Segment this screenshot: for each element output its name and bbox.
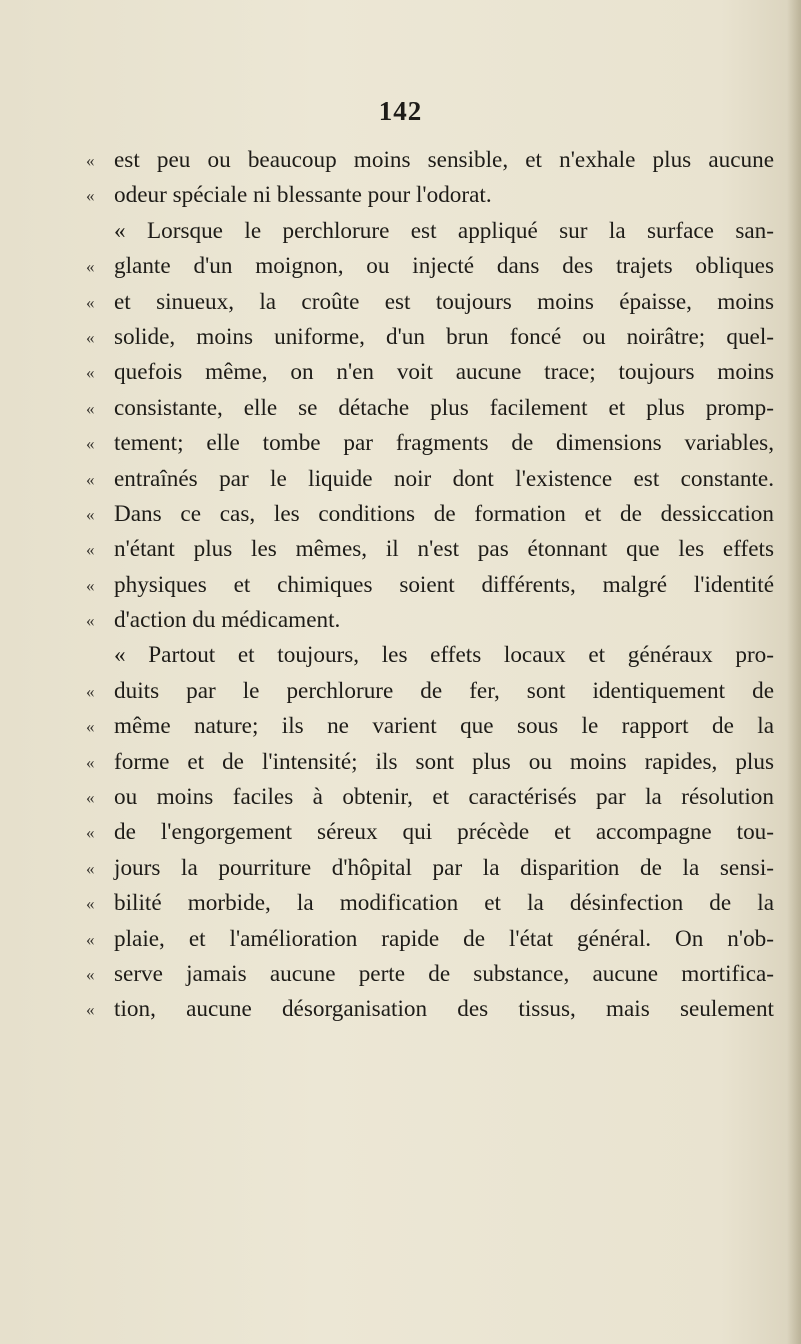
- line-text: et sinueux, la croûte est toujours moins épaisse, moins: [114, 288, 774, 315]
- line-text: quefois même, on n'en voit aucune trace; toujours moins: [114, 359, 774, 386]
- quote-mark: «: [86, 398, 95, 418]
- line-text: jours la pourriture d'hôpital par la disparition de la sensi-: [114, 854, 774, 881]
- line-text: n'étant plus les mêmes, il n'est pas étonnant que les effets: [114, 536, 774, 563]
- line-text: plaie, et l'amélioration rapide de l'état général. On n'ob-: [114, 925, 774, 952]
- line-text: entraînés par le liquide noir dont l'existence est constante.: [114, 465, 774, 492]
- quote-mark: «: [86, 434, 95, 454]
- line-text: physiques et chimiques soient différents, malgré l'identité: [114, 571, 774, 598]
- quote-mark: «: [86, 681, 95, 701]
- line-text: bilité morbide, la modification et la désinfection de la: [114, 890, 774, 917]
- line-text: solide, moins uniforme, d'un brun foncé ou noirâtre; quel-: [114, 323, 774, 350]
- quote-mark: «: [86, 823, 95, 843]
- text-line: [86, 532, 774, 567]
- line-text: forme et de l'intensité; ils sont plus ou moins rapides, plus: [114, 748, 774, 775]
- quote-mark: «: [86, 186, 95, 206]
- text-line: [86, 815, 774, 850]
- quote-mark: «: [86, 327, 95, 347]
- quote-mark: «: [86, 504, 95, 524]
- line-text: « Partout et toujours, les effets locaux et généraux pro-: [114, 642, 774, 669]
- quote-mark: «: [86, 964, 95, 984]
- quote-mark: «: [86, 151, 95, 170]
- quote-mark: «: [86, 717, 95, 737]
- body-text: [86, 143, 774, 1028]
- text-line: [86, 355, 774, 390]
- line-text: est peu ou beaucoup moins sensible, et n'exhale plus aucune: [114, 147, 774, 173]
- line-text: même nature; ils ne varient que sous le rapport de la: [114, 713, 774, 740]
- text-line: [86, 603, 774, 638]
- quote-mark: «: [86, 292, 95, 312]
- quote-mark: «: [86, 575, 95, 595]
- line-text: Dans ce cas, les conditions de formation et de dessiccation: [114, 500, 774, 527]
- text-line: [86, 391, 774, 426]
- text-line: [114, 214, 774, 249]
- text-line: [114, 638, 774, 673]
- quote-mark: «: [86, 929, 95, 949]
- quote-mark: «: [86, 611, 95, 631]
- text-line: [86, 992, 774, 1027]
- line-text: glante d'un moignon, ou injecté dans des trajets obliques: [114, 253, 774, 280]
- text-line: [86, 780, 774, 815]
- quote-mark: «: [86, 788, 95, 808]
- text-line: [86, 320, 774, 355]
- text-line: [86, 143, 774, 178]
- page-edge-shadow: [787, 0, 801, 1344]
- page-number: 142: [378, 96, 423, 126]
- text-line: [86, 178, 774, 213]
- text-line: [86, 745, 774, 780]
- line-text: serve jamais aucune perte de substance, aucune mortifica-: [114, 960, 774, 987]
- quote-mark: «: [86, 540, 95, 560]
- text-line: [86, 568, 774, 603]
- text-line: [86, 957, 774, 992]
- text-line: [86, 426, 774, 461]
- text-line: [86, 674, 774, 709]
- text-line: [86, 922, 774, 957]
- text-line: [86, 709, 774, 744]
- quote-mark: «: [86, 858, 95, 878]
- quote-mark: «: [86, 894, 95, 914]
- quote-mark: «: [86, 469, 95, 489]
- text-line: [86, 249, 774, 284]
- quote-mark: «: [86, 363, 95, 383]
- line-text: odeur spéciale ni blessante pour l'odorat.: [114, 182, 492, 209]
- text-line: [86, 886, 774, 921]
- line-text: ou moins faciles à obtenir, et caractérisés par la résolution: [114, 784, 774, 811]
- line-text: consistante, elle se détache plus facilement et plus promp-: [114, 394, 774, 421]
- text-line: [86, 497, 774, 532]
- quote-mark: «: [86, 1000, 95, 1020]
- line-text: duits par le perchlorure de fer, sont identiquement de: [114, 677, 774, 704]
- quote-mark: «: [86, 752, 95, 772]
- line-text: tion, aucune désorganisation des tissus, mais seulement: [114, 996, 774, 1023]
- text-line: [86, 285, 774, 320]
- text-line: [86, 851, 774, 886]
- quote-mark: «: [86, 257, 95, 277]
- line-text: d'action du médicament.: [114, 607, 341, 634]
- text-line: [86, 462, 774, 497]
- line-text: de l'engorgement séreux qui précède et accompagne tou-: [114, 819, 774, 846]
- line-text: tement; elle tombe par fragments de dimensions variables,: [114, 430, 774, 457]
- line-text: « Lorsque le perchlorure est appliqué sur la surface san-: [114, 217, 774, 244]
